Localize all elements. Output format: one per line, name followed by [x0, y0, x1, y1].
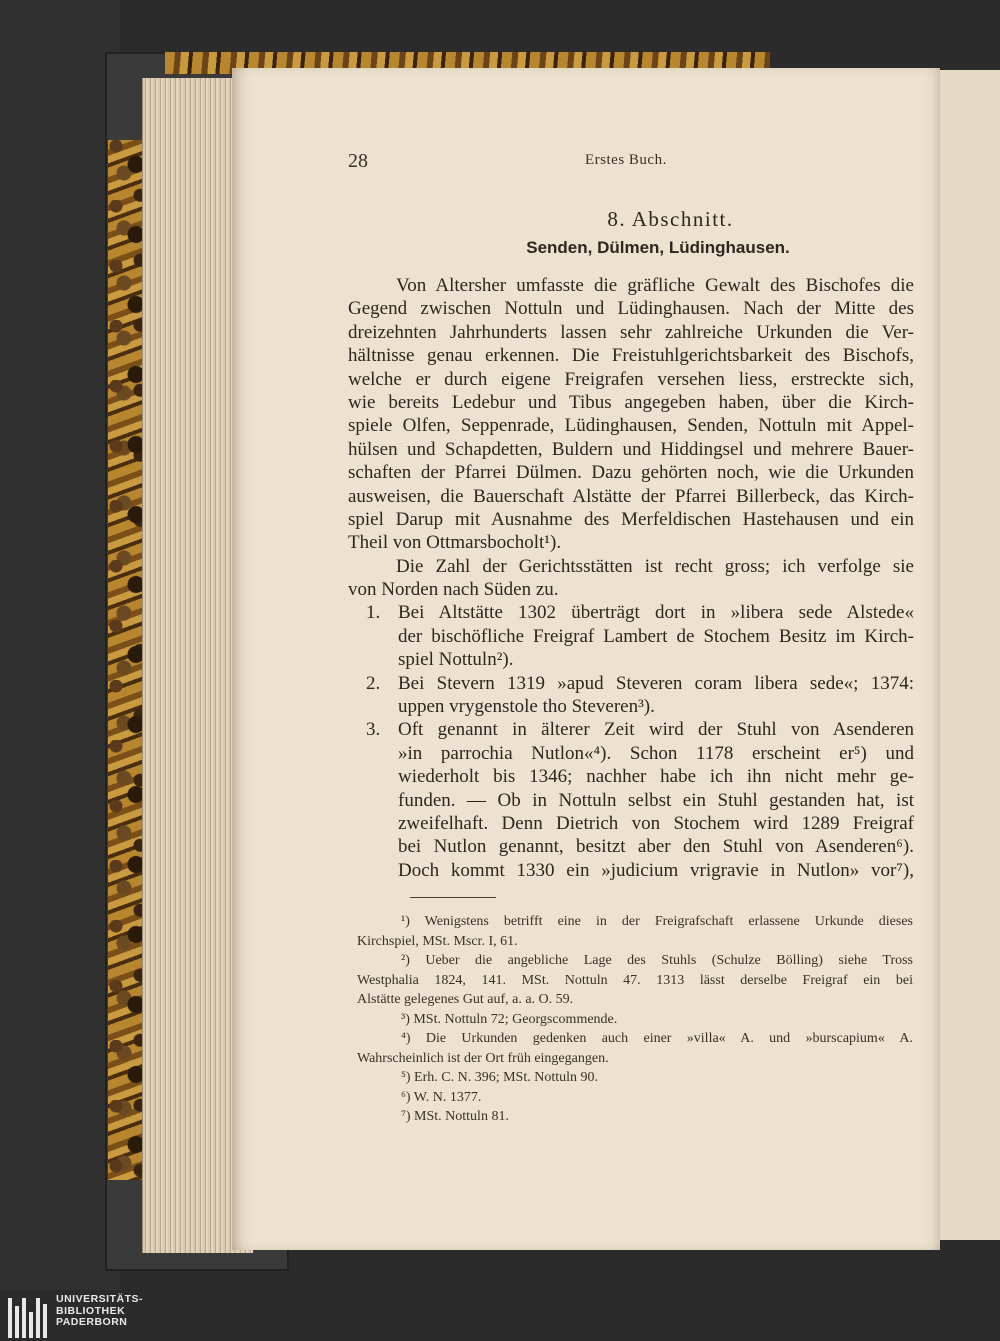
text-line: spiel Darup mit Ausnahme des Merfeldischen Hastehausen und ein: [348, 508, 914, 530]
list-number: 1.: [366, 602, 381, 624]
footnote-line: ⁵) Erh. C. N. 396; MSt. Nottuln 90.: [401, 1070, 598, 1085]
text-line: Theil von Ottmarsbocholt¹).: [348, 532, 562, 554]
text-line: Von Altersher umfasste die gräfliche Gewalt des Bischofes die: [396, 275, 914, 296]
text-line: zweifelhaft. Denn Dietrich von Stochem wird 1289 Freigraf: [398, 812, 914, 834]
footnote-divider: [410, 897, 496, 898]
list-number: 3.: [366, 719, 381, 741]
text-line: funden. — Ob in Nottuln selbst ein Stuhl gestanden hat, ist: [398, 789, 914, 811]
text-line: wiederholt bis 1346; nachher habe ich ihn nicht mehr ge-: [398, 766, 914, 788]
text-line: ausweisen, die Bauerschaft Alstätte der Pfarrei Billerbeck, das Kirch-: [348, 485, 914, 507]
text-line: schaften der Pfarrei Dülmen. Dazu gehörten noch, wie die Urkunden: [348, 462, 914, 484]
footnote-line: ²) Ueber die angebliche Lage des Stuhls (Schulze Bölling) siehe Tross: [401, 953, 913, 968]
facing-page-edge: [938, 70, 1000, 1240]
text-line: wie bereits Ledebur und Tibus angegeben haben, über die Kirch-: [348, 391, 914, 413]
footnotes: [357, 912, 913, 1127]
text-line: 3. Oft genannt in älterer Zeit wird der Stuhl von Asenderen: [366, 719, 914, 741]
text-line: hältnisse genau erkennen. Die Freistuhlgerichtsbarkeit des Bischofs,: [348, 345, 914, 367]
list-item: [348, 601, 914, 671]
library-footer: [0, 1290, 1000, 1341]
footnote-line: Kirchspiel, MSt. Mscr. I, 61.: [357, 933, 518, 949]
text-line: bei Nutlon genannt, besitzt aber den Stuhl von Asenderen⁶).: [398, 836, 914, 858]
footnote-line: ⁴) Die Urkunden gedenken auch einer »villa« A. und »burscapium« A.: [401, 1031, 913, 1046]
footnote-line: Wahrscheinlich ist der Ort früh eingegangen.: [357, 1050, 609, 1066]
section-heading: Senden, Dülmen, Lüdinghausen.: [526, 238, 790, 257]
list-item: [348, 718, 914, 882]
text-line: der bischöfliche Freigraf Lambert de Stochem Besitz im Kirch-: [398, 625, 914, 647]
footnote-line: ¹) Wenigstens betrifft eine in der Freigrafschaft erlassene Urkunde dieses: [401, 914, 913, 929]
page-number: 28: [348, 150, 368, 172]
library-logo-text: UNIVERSITÄTS- BIBLIOTHEK PADERBORN: [56, 1293, 144, 1328]
text-line: spiel Nottuln²).: [398, 649, 514, 671]
footnote-line: ³) MSt. Nottuln 72; Georgscommende.: [401, 1011, 618, 1027]
text-line: »in parrochia Nutlon«⁴). Schon 1178 erscheint er⁵) und: [398, 742, 914, 764]
section-label: 8. Abschnitt.: [607, 207, 734, 231]
running-title: Erstes Buch.: [585, 152, 667, 168]
text-line: Doch kommt 1330 ein »judicium vrigravie in Nutlon» vor⁷),: [398, 859, 914, 881]
list-item: [348, 672, 914, 719]
text-line: von Norden nach Süden zu.: [348, 579, 559, 601]
footnote-line: ⁶) W. N. 1377.: [401, 1089, 482, 1105]
list-number: 2.: [366, 672, 381, 694]
scan-background: [0, 0, 120, 1290]
running-header: [348, 150, 908, 178]
text-line: spiele Olfen, Seppenrade, Lüdinghausen, Senden, Nottuln mit Appel-: [348, 415, 914, 437]
text-line: dreizehnten Jahrhunderts lassen sehr zahlreiche Urkunden die Ver-: [348, 321, 914, 343]
library-logo-icon: [8, 1298, 50, 1338]
text-line: hülsen und Schapdetten, Buldern und Hiddingsel und mehrere Bauer-: [348, 438, 914, 460]
footnote-line: Westphalia 1824, 141. MSt. Nottuln 47. 1313 lässt derselbe Freigraf ein bei: [357, 972, 913, 988]
text-line: 1. Bei Altstätte 1302 überträgt dort in »libera sede Alstede«: [366, 602, 914, 624]
text-line: welche er durch eigene Freigrafen versehen liess, erstreckte sich,: [348, 368, 914, 390]
text-line: Gegend zwischen Nottuln und Lüdinghausen. Nach der Mitte des: [348, 298, 914, 320]
text-line: Die Zahl der Gerichtsstätten ist recht gross; ich verfolge sie: [396, 555, 914, 577]
footnote-line: Alstätte gelegenes Gut auf, a. a. O. 59.: [357, 992, 574, 1007]
text-line: uppen vrygenstole tho Steveren³).: [398, 696, 655, 718]
body-text: [348, 274, 914, 882]
footnote-line: ⁷) MSt. Nottuln 81.: [401, 1109, 509, 1124]
text-line: 2. Bei Stevern 1319 »apud Steveren coram libera sede«; 1374:: [366, 672, 914, 694]
